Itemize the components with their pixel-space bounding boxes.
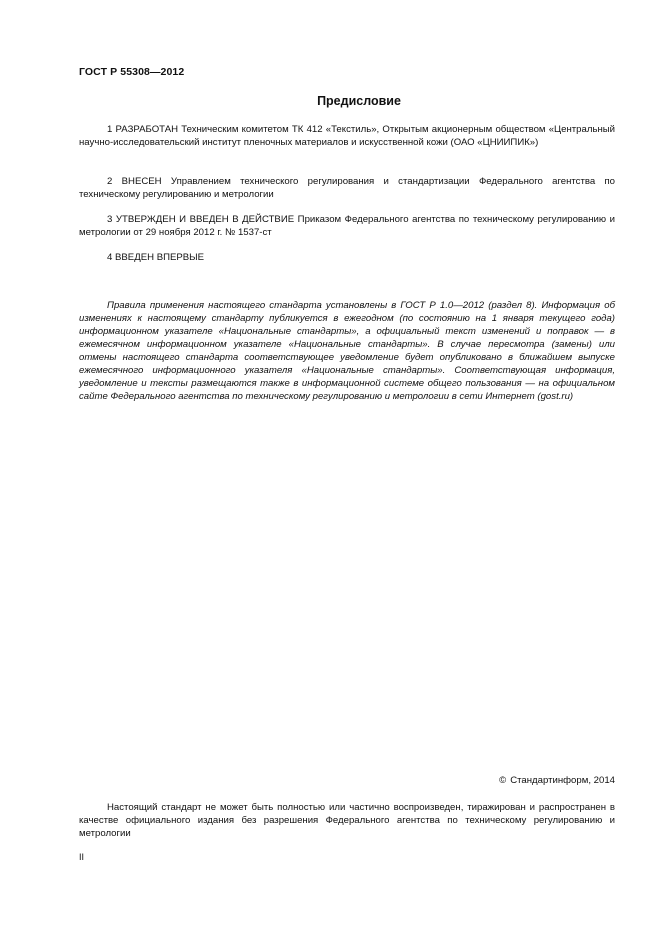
copyright-line [79, 775, 615, 786]
page-number: II [79, 852, 85, 862]
reproduction-notice: Настоящий стандарт не может быть полностью или частично воспроизведен, тиражирован и распространен в качестве официального издания без разрешения Федерального агентства по техническому регулированию и метрологии [79, 802, 615, 839]
foreword-item-developed: 1 РАЗРАБОТАН Техническим комитетом ТК 412 «Текстиль», Открытым акционерным обществом «Центральный научно-исследовательский институт пленочных материалов и искусственной кожи (ОАО «ЦНИИПИК») [79, 124, 615, 148]
page-title: Предисловие [317, 94, 401, 108]
copyright-symbol: © [499, 775, 507, 786]
application-rules-notice: Правила применения настоящего стандарта установлены в ГОСТ Р 1.0—2012 (раздел 8). Информация об изменениях к настоящему стандарту публикуется в ежегодном (по состоянию на 1 января текущего года) информационном указателе «Национальные стандарты», а официальный текст изменений и поправок — в ежемесячном информационном указателе «Национальные стандарты». В случае пересмотра (замены) или отмены настоящего стандарта соответствующее уведомление будет опубликовано в ближайшем выпуске ежемесячного информационного указателя «Национальные стандарты». Соответствующая информация, уведомление и тексты размещаются также в информационной системе общего пользования — на официальном сайте Федерального агентства по техническому регулированию и метрологии в сети Интернет (gost.ru) [79, 300, 615, 402]
foreword-item-approved: 3 УТВЕРЖДЕН И ВВЕДЕН В ДЕЙСТВИЕ Приказом Федерального агентства по техническому регулированию и метрологии от 29 ноября 2012 г. № 1537-ст [79, 214, 615, 238]
standard-code: ГОСТ Р 55308—2012 [79, 66, 185, 78]
foreword-item-first-introduced: 4 ВВЕДЕН ВПЕРВЫЕ [107, 252, 205, 263]
copyright-text: Стандартинформ, 2014 [510, 775, 615, 786]
foreword-item-submitted: 2 ВНЕСЕН Управлением технического регулирования и стандартизации Федерального агентства по техническому регулированию и метрологии [79, 176, 615, 200]
